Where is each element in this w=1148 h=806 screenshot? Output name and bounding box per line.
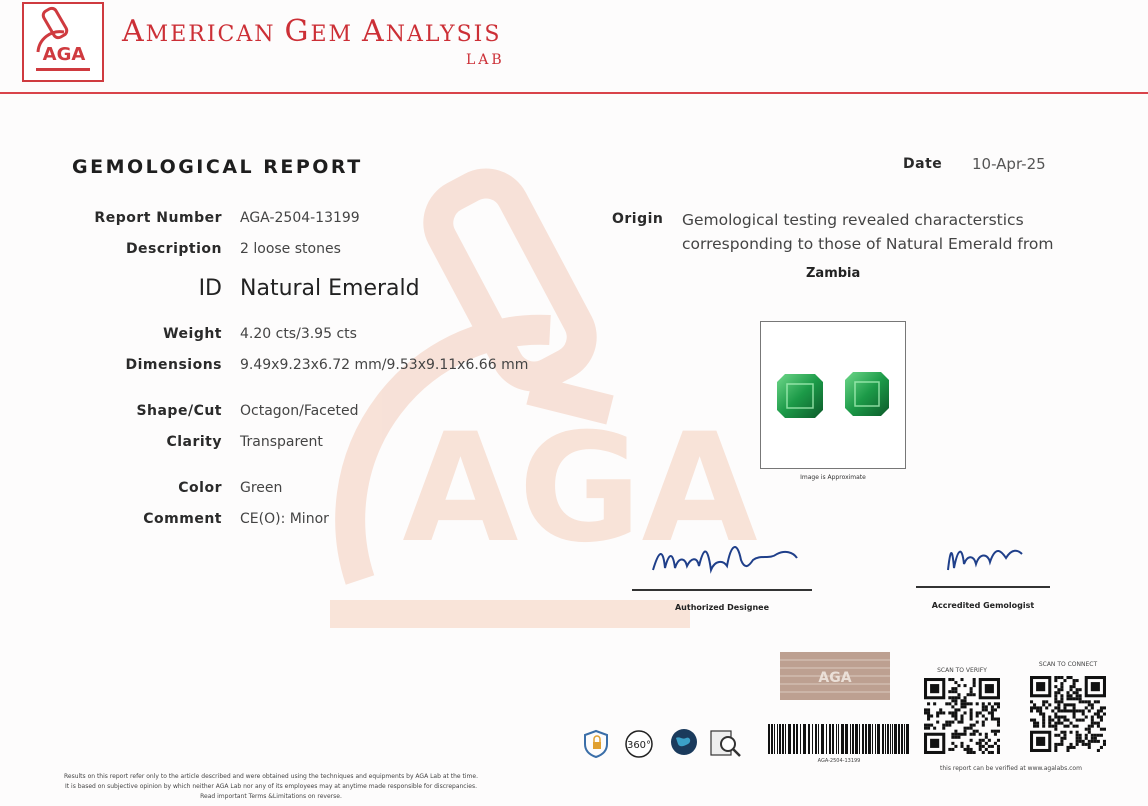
scan-verify-caption: SCAN TO VERIFY (937, 667, 987, 674)
signature-line-gemologist (916, 586, 1050, 588)
weight-value: 4.20 cts/3.95 cts (240, 326, 357, 342)
qr-verify-icon[interactable] (924, 678, 1000, 754)
emerald-stones-icon (761, 322, 907, 470)
scan-connect-caption: SCAN TO CONNECT (1038, 661, 1098, 668)
svg-text:AGA: AGA (818, 670, 852, 686)
image-caption: Image is Approximate (800, 474, 866, 481)
microscope-logo-icon (24, 4, 102, 80)
color-label: Color (178, 480, 222, 496)
id-label: ID (198, 276, 222, 301)
date-label: Date (903, 156, 943, 172)
footer-line-3: Read important Terms &Limitations on reverse. (200, 793, 342, 800)
color-value: Green (240, 480, 283, 496)
shield-icon (580, 728, 612, 760)
report-title: GEMOLOGICAL REPORT (72, 156, 363, 178)
designee-caption: Authorized Designee (674, 603, 770, 612)
footer-disclaimer (6, 772, 536, 802)
shape-cut-value: Octagon/Faceted (240, 403, 359, 419)
globe-icon (668, 726, 700, 758)
footer-line-2: It is based on subjective opinion by which neither AGA Lab nor any of its employees may at anytime made responsible for discrepancies. (65, 783, 477, 790)
brand-name: AMERICAN GEM ANALYSIS (122, 14, 502, 49)
origin-label: Origin (612, 211, 664, 227)
aga-logo (22, 2, 104, 82)
weight-label: Weight (163, 326, 222, 342)
dimensions-value: 9.49x9.23x6.72 mm/9.53x9.11x6.66 mm (240, 357, 529, 373)
date-value: 10-Apr-25 (972, 155, 1046, 173)
report-number-value: AGA-2504-13199 (240, 210, 360, 226)
gemologist-caption: Accredited Gemologist (931, 601, 1035, 610)
origin-text: Gemological testing revealed characterstics corresponding to those of Natural Emerald from (682, 211, 1054, 253)
qr-connect-icon[interactable] (1030, 676, 1106, 752)
barcode-icon[interactable] (766, 724, 912, 756)
signature-gemologist-icon (940, 534, 1030, 580)
barcode-caption: AGA-2504-13199 (817, 758, 861, 764)
hologram-icon (780, 652, 890, 700)
description-value: 2 loose stones (240, 241, 341, 257)
report-number-label: Report Number (94, 210, 222, 226)
svg-text:AGA: AGA (402, 402, 758, 576)
magnifier-icon (708, 726, 744, 760)
comment-value: CE(O): Minor (240, 511, 329, 527)
header-divider (0, 92, 1148, 94)
clarity-label: Clarity (166, 434, 222, 450)
dimensions-label: Dimensions (125, 357, 222, 373)
stone-image (760, 321, 906, 469)
verify-note: this report can be verified at www.agalabs.com (940, 765, 1082, 772)
comment-label: Comment (143, 511, 222, 527)
footer-line-1: Results on this report refer only to the article described and were obtained using the techniques and equipments by AGA Lab at the time. (64, 773, 478, 780)
svg-text:360°: 360° (626, 740, 652, 751)
shape-cut-label: Shape/Cut (136, 403, 222, 419)
signature-line-designee (632, 589, 812, 591)
svg-text:AGA: AGA (42, 44, 86, 65)
id-value: Natural Emerald (240, 276, 420, 301)
origin-country: Zambia (806, 266, 861, 281)
brand-sub: LAB (466, 52, 505, 68)
signature-designee-icon (645, 530, 805, 586)
360-icon (622, 728, 656, 760)
security-hologram (780, 652, 890, 700)
clarity-value: Transparent (240, 434, 323, 450)
description-label: Description (125, 241, 222, 257)
